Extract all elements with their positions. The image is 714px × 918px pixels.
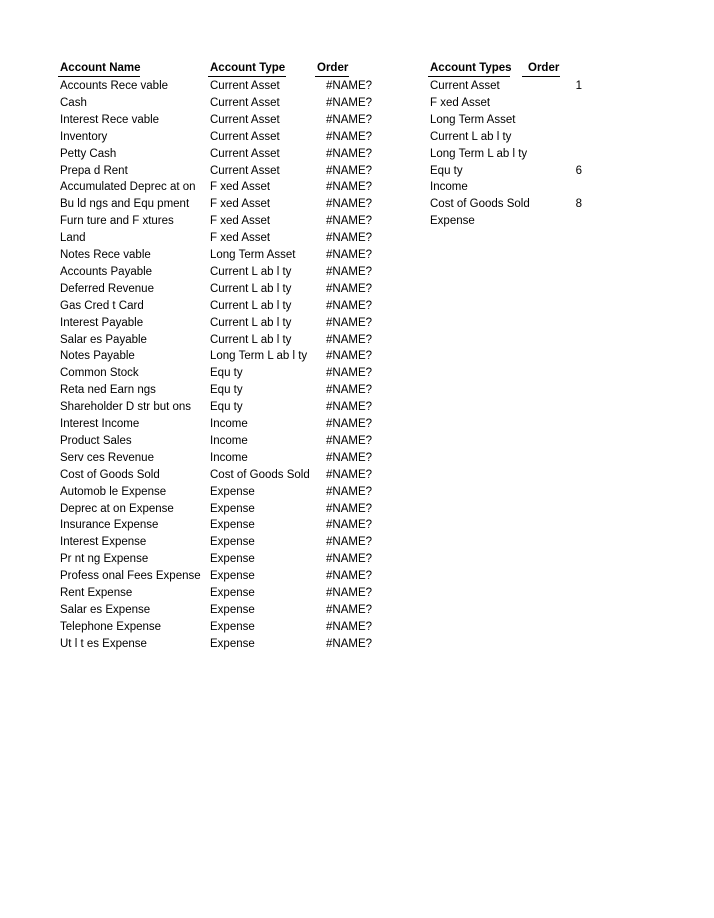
account-name-cell[interactable]: Furn ture and F xtures [60,215,174,228]
account-name-cell[interactable]: Shareholder D str but ons [60,401,192,414]
account-name-cell[interactable]: Petty Cash [60,147,117,160]
account-type-cell[interactable]: Long Term L ab l ty [210,350,308,363]
account-type-cell[interactable]: Equ ty [210,384,243,397]
table-row [0,78,714,95]
account-name-cell[interactable]: Cost of Goods Sold [60,468,160,481]
order-cell[interactable]: #NAME? [326,451,373,464]
account-name-cell[interactable]: Common Stock [60,367,139,380]
account-type-cell[interactable]: Expense [210,620,255,633]
order-cell[interactable]: #NAME? [326,164,373,177]
order-cell[interactable]: #NAME? [326,333,373,346]
account-name-cell[interactable]: Telephone Expense [60,620,162,633]
account-type-cell[interactable]: Income [210,451,248,464]
order-cell[interactable]: #NAME? [326,468,373,481]
account-name-cell[interactable]: Notes Rece vable [60,249,151,261]
account-types-cell[interactable]: Cost of Goods Sold [430,198,530,211]
order-cell[interactable]: #NAME? [326,215,373,228]
order-cell[interactable]: #NAME? [326,350,373,363]
table-row [0,602,714,619]
account-types-cell[interactable]: Long Term Asset [430,113,516,126]
types-order-cell[interactable]: 6 [575,164,582,177]
order-cell[interactable]: #NAME? [326,299,373,312]
account-type-cell[interactable]: Expense [210,637,255,650]
header-underline [58,76,140,77]
account-name-cell[interactable]: Land [60,232,86,245]
account-type-cell[interactable]: Current L ab l ty [210,333,292,346]
table-row [0,534,714,551]
account-name-cell[interactable]: Deprec at on Expense [60,502,174,515]
order-cell[interactable]: #NAME? [326,620,373,633]
order-cell[interactable]: #NAME? [326,96,373,109]
account-name-cell[interactable]: Deferred Revenue [60,282,154,295]
types-order-cell[interactable]: 1 [575,80,582,92]
account-type-cell[interactable]: Long Term Asset [210,249,296,261]
account-name-cell[interactable]: Salar es Expense [60,603,151,616]
table-row [0,95,714,112]
account-name-cell[interactable]: Automob le Expense [60,485,167,498]
account-type-cell[interactable]: Cost of Goods Sold [210,468,310,481]
order-cell[interactable]: #NAME? [326,536,373,549]
table-row [0,636,714,653]
header-underline [428,76,510,77]
account-name-cell[interactable]: Accounts Payable [60,265,153,278]
header-account-types: Account Types [430,62,512,74]
account-type-cell[interactable]: F xed Asset [210,198,271,211]
order-cell[interactable]: #NAME? [326,434,373,447]
account-name-cell[interactable]: Salar es Payable [60,333,147,346]
order-cell[interactable]: #NAME? [326,587,373,599]
order-cell[interactable]: #NAME? [326,384,373,397]
account-type-cell[interactable]: Equ ty [210,367,243,380]
account-type-cell[interactable]: Current L ab l ty [210,316,292,329]
table-row [0,230,714,247]
table-row [0,298,714,315]
account-name-cell[interactable]: Ut l t es Expense [60,637,147,650]
table-row [0,619,714,636]
account-type-cell[interactable]: Current L ab l ty [210,282,292,295]
header-types-order: Order [528,62,560,74]
account-type-cell[interactable]: Current Asset [210,130,280,143]
account-name-cell[interactable]: Notes Payable [60,350,135,363]
table-row [0,247,714,264]
account-type-cell[interactable]: Expense [210,485,255,498]
account-name-cell[interactable]: Pr nt ng Expense [60,553,149,566]
table-row [0,585,714,602]
account-type-cell[interactable]: Current Asset [210,164,280,177]
account-type-cell[interactable]: Expense [210,553,255,566]
account-types-cell[interactable]: Current L ab l ty [430,130,512,143]
account-type-cell[interactable]: Expense [210,603,255,616]
account-name-cell[interactable]: Product Sales [60,434,132,447]
order-cell[interactable]: #NAME? [326,198,373,211]
account-type-cell[interactable]: Current L ab l ty [210,299,292,312]
order-cell[interactable]: #NAME? [326,570,373,583]
table-row [0,433,714,450]
account-name-cell[interactable]: Accumulated Deprec at on [60,181,196,194]
account-types-cell[interactable]: Current Asset [430,80,500,92]
account-name-cell[interactable]: Inventory [60,130,108,143]
account-type-cell[interactable]: F xed Asset [210,181,271,194]
account-type-cell[interactable]: Current Asset [210,80,280,92]
table-row [0,213,714,230]
account-types-cell[interactable]: F xed Asset [430,96,491,109]
account-types-cell[interactable]: Long Term L ab l ty [430,147,528,160]
account-type-cell[interactable]: Expense [210,587,255,599]
account-name-cell[interactable]: Interest Income [60,418,140,430]
table-row [0,332,714,349]
account-type-cell[interactable]: Expense [210,502,255,515]
account-name-cell[interactable]: Interest Payable [60,316,144,329]
order-cell[interactable]: #NAME? [326,603,373,616]
account-name-cell[interactable]: Accounts Rece vable [60,80,169,92]
header-order: Order [317,62,349,74]
header-account-type: Account Type [210,62,286,74]
table-row [0,315,714,332]
account-name-cell[interactable]: Serv ces Revenue [60,451,154,464]
order-cell[interactable]: #NAME? [326,232,373,245]
order-cell[interactable]: #NAME? [326,80,373,92]
account-type-cell[interactable]: Current Asset [210,113,280,126]
account-name-cell[interactable]: Prepa d Rent [60,164,128,177]
account-type-cell[interactable]: Income [210,434,248,447]
order-cell[interactable]: #NAME? [326,316,373,329]
account-name-cell[interactable]: Gas Cred t Card [60,299,144,312]
order-cell[interactable]: #NAME? [326,265,373,278]
order-cell[interactable]: #NAME? [326,113,373,126]
table-row [0,146,714,163]
account-types-cell[interactable]: Equ ty [430,164,463,177]
table-row [0,348,714,365]
order-cell[interactable]: #NAME? [326,519,373,532]
types-order-cell[interactable]: 8 [575,198,582,211]
order-cell[interactable]: #NAME? [326,181,373,194]
account-name-cell[interactable]: Interest Rece vable [60,113,160,126]
header-account-name: Account Name [60,62,141,74]
account-type-cell[interactable]: Current Asset [210,96,280,109]
table-row [0,399,714,416]
order-cell[interactable]: #NAME? [326,418,373,430]
order-cell[interactable]: #NAME? [326,553,373,566]
order-cell[interactable]: #NAME? [326,485,373,498]
order-cell[interactable]: #NAME? [326,130,373,143]
table-row [0,467,714,484]
order-cell[interactable]: #NAME? [326,147,373,160]
table-row [0,551,714,568]
table-row [0,112,714,129]
account-name-cell[interactable]: Interest Expense [60,536,147,549]
account-name-cell[interactable]: Bu ld ngs and Equ pment [60,198,190,211]
account-type-cell[interactable]: F xed Asset [210,232,271,245]
account-type-cell[interactable]: Equ ty [210,401,243,414]
table-row [0,517,714,534]
table-row [0,416,714,433]
order-cell[interactable]: #NAME? [326,502,373,515]
header-underline [522,76,560,77]
account-name-cell[interactable]: Reta ned Earn ngs [60,384,156,397]
account-type-cell[interactable]: Income [210,418,248,430]
account-type-cell[interactable]: Current Asset [210,147,280,160]
account-name-cell[interactable]: Profess onal Fees Expense [60,570,201,583]
account-type-cell[interactable]: F xed Asset [210,215,271,228]
header-underline [208,76,286,77]
account-name-cell[interactable]: Rent Expense [60,587,133,599]
table-row [0,196,714,213]
table-row [0,264,714,281]
account-type-cell[interactable]: Expense [210,519,255,532]
account-name-cell[interactable]: Cash [60,96,87,109]
account-types-cell[interactable]: Expense [430,215,475,228]
order-cell[interactable]: #NAME? [326,282,373,295]
order-cell[interactable]: #NAME? [326,367,373,380]
account-type-cell[interactable]: Current L ab l ty [210,265,292,278]
table-row [0,163,714,180]
table-row [0,501,714,518]
table-row [0,450,714,467]
table-row [0,382,714,399]
table-row [0,179,714,196]
account-type-cell[interactable]: Expense [210,536,255,549]
table-row [0,484,714,501]
table-row [0,129,714,146]
account-type-cell[interactable]: Expense [210,570,255,583]
order-cell[interactable]: #NAME? [326,401,373,414]
header-underline [315,76,349,77]
order-cell[interactable]: #NAME? [326,637,373,650]
table-row [0,568,714,585]
table-row [0,281,714,298]
account-name-cell[interactable]: Insurance Expense [60,519,159,532]
order-cell[interactable]: #NAME? [326,249,373,261]
account-types-cell[interactable]: Income [430,181,468,194]
table-row [0,365,714,382]
